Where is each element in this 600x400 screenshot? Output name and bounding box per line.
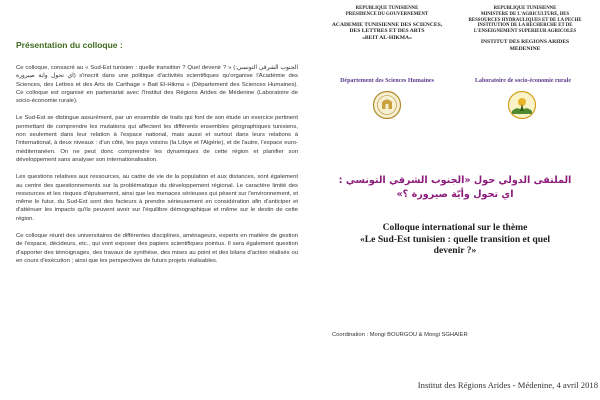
dept-humanities-label: Département des Sciences Humaines xyxy=(340,78,434,84)
institute-header: REPUBLIQUE TUNISIENNE MINISTERE DE L'AGRICULTURE, DES RESSOURCES HYDRAULIQUES ET DE LA PECHE INSTITUTION DE LA RECHERCHE ET DE L'ENSEIGNEMENT SUPERIEUR AGRICOLES INSTITUT DES REGIONS ARIDES MEDENINE xyxy=(468,6,582,52)
footer-venue-date: Institut des Régions Arides - Médenine, 4 avril 2018 xyxy=(417,380,598,390)
arabic-title: الملتقى الدولي حول «الجنوب الشرقي التونسي : اي تحول وأيّة صيرورة ؟» xyxy=(338,175,572,200)
presentation-title: Présentation du colloque : xyxy=(16,40,123,50)
beit-al-hikma-logo-icon xyxy=(372,90,402,120)
paragraph-4: Ce colloque réunit des universitaires de différentes disciplines, aménageurs, experts en matière de gestion de l'espace, décideurs, etc., qui vont exposer des papiers scientifiques pointus. Il sera également question d'apporter des témoignages, des travaux de synthèse, des mises au point et des bilans d'action réalisés ou en cours d'exécution ; ainsi que les perspectives de futurs projets réalisables. xyxy=(16,233,298,264)
rural-economy-lab-label: Laboratoire de socio-économie rurale xyxy=(474,78,572,84)
academy-header: REPUBLIQUE TUNISIENNE PRESIDENCE DU GOUVERNEMENT ACADEMIE TUNISIENNE DES SCIENCES, DES LETTRES ET DES ARTS «BEIT AL-HIKMA» xyxy=(331,6,443,41)
colloque-title: Colloque international sur le thème «Le Sud-Est tunisien : quelle transition et quel devenir ?» xyxy=(359,222,551,256)
ira-medenine-logo-icon xyxy=(507,90,537,120)
presentation-panel xyxy=(16,40,298,274)
paragraph-3: Les questions relatives aux ressources, au cadre de vie de la population et aux distances, sont également au centre des questionnements sur la problématique du développement régional. Le caractère limité des ressources et les risques d'épuisement, ainsi que les menaces sérieuses qui pèsent sur l'environnement, et même le futur, du Sud-Est sont des facteurs à prendre sérieusement en considération afin d'anticiper et d'atténuer les impacts qu'ils peuvent avoir sur l'équilibre démographique et même sur le destin de cette région. xyxy=(16,174,298,222)
cover-panel xyxy=(302,0,600,400)
paragraph-2: Le Sud-Est se distingue assurément, par un ensemble de traits qui font de son étude un exercice pertinent permettant de comprendre les mutations qui affectent les différents ensembles géographiques tunisiens, non seulement dans leur relation à l'espace national, mais aussi et surtout dans leurs relations à l'international, à deux niveaux : d'un côté, les pays voisins (la Libye et l'Algérie), et de l'autre, l'espace euro-méditerranéen. On ne peut donc comprendre les dynamiques de cette région et planifier son développement sans analyser son internationalisation. xyxy=(16,115,298,163)
paragraph-1: Ce colloque, consacré au « Sud-Est tunisien : quelle transition ? Quel devenir ? » (الجنوب الشرقي التونسي: اي تحول واية صيرورة) s'inscrit dans une politique d'activités scientifiques qu'organise l'Académie des Sciences, des Lettres et des Arts de Carthage « Bait El-Hikma » (Département des Sciences Humaines). Ce colloque est organisé en partenariat avec l'Institut des Régions Arides de Médenine (Laboratoire de socio-économie rurale). xyxy=(16,65,298,105)
coordination-line: Coordination : Mongi BOURGOU & Mongi SGHAIER xyxy=(332,332,468,338)
